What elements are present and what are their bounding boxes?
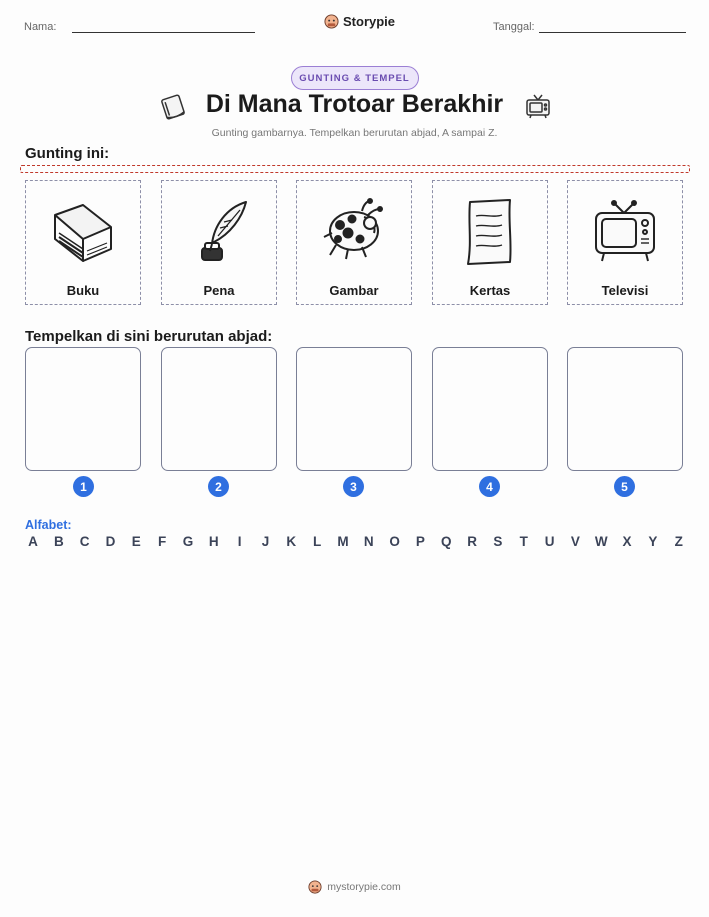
alphabet-row (26, 534, 686, 549)
alphabet-letter: H (208, 534, 219, 549)
alphabet-letter: K (286, 534, 297, 549)
alphabet-letter: F (158, 534, 167, 549)
paste-box-2[interactable] (161, 347, 277, 471)
alphabet-letter: D (105, 534, 116, 549)
brand-name: Storypie (343, 14, 396, 29)
slot-number: 5 (614, 476, 635, 497)
cut-card-word: Pena (203, 283, 235, 298)
storypie-mascot-icon (308, 880, 322, 894)
alphabet-letter: V (570, 534, 580, 549)
footer (0, 880, 709, 894)
alphabet-letter: N (363, 534, 374, 549)
cut-card-word: Televisi (601, 283, 649, 298)
alphabet-letter: R (467, 534, 477, 549)
paste-box-1[interactable] (25, 347, 141, 471)
alphabet-letter: E (131, 534, 141, 549)
quill-pen-icon (184, 187, 254, 277)
cut-card-televisi[interactable] (567, 180, 683, 305)
date-label: Tanggal: (493, 21, 535, 33)
activity-badge: GUNTING & TEMPEL (291, 66, 419, 90)
alphabet-letter: M (337, 534, 349, 549)
cut-section-label: Gunting ini: (25, 145, 110, 162)
television-icon (590, 187, 660, 277)
alphabet-label: Alfabet: (25, 518, 72, 532)
storypie-mascot-icon (324, 14, 339, 29)
alphabet-letter: J (261, 534, 270, 549)
name-label: Nama: (24, 21, 57, 33)
slot-number: 2 (208, 476, 229, 497)
slot-number: 3 (343, 476, 364, 497)
alphabet-letter: G (182, 534, 194, 549)
ladybug-icon (318, 187, 390, 277)
cut-card-kertas[interactable] (432, 180, 548, 305)
paste-box-5[interactable] (567, 347, 683, 471)
footer-url[interactable]: mystorypie.com (327, 881, 401, 893)
alphabet-letter: A (28, 534, 38, 549)
alphabet-letter: I (237, 534, 242, 549)
slot-number: 4 (479, 476, 500, 497)
cut-card-pena[interactable] (161, 180, 277, 305)
alphabet-letter: O (389, 534, 400, 549)
alphabet-letter: S (493, 534, 503, 549)
instructions: Gunting gambarnya. Tempelkan berurutan abjad, A sampai Z. (211, 127, 498, 139)
cut-card-word: Buku (66, 283, 100, 298)
alphabet-letter: C (79, 534, 90, 549)
brand-logo (324, 14, 395, 29)
paste-section-label: Tempelkan di sini berurutan abjad: (25, 328, 273, 345)
paper-icon (460, 187, 520, 277)
alphabet-letter: B (53, 534, 64, 549)
alphabet-letter: W (594, 534, 608, 549)
television-icon (524, 92, 552, 125)
page-title: Di Mana Trotoar Berakhir (205, 90, 504, 118)
paste-box-4[interactable] (432, 347, 548, 471)
alphabet-letter: Z (674, 534, 683, 549)
alphabet-letter: X (622, 534, 632, 549)
alphabet-letter: P (415, 534, 425, 549)
book-icon (47, 187, 119, 277)
cut-card-buku[interactable] (25, 180, 141, 305)
alphabet-letter: L (312, 534, 322, 549)
alphabet-letter: T (519, 534, 528, 549)
cut-line (20, 165, 690, 173)
paste-box-3[interactable] (296, 347, 412, 471)
name-field[interactable] (72, 32, 255, 33)
alphabet-letter: Y (648, 534, 658, 549)
slot-number: 1 (73, 476, 94, 497)
cut-card-word: Kertas (469, 283, 511, 298)
cut-card-word: Gambar (329, 283, 379, 298)
date-field[interactable] (539, 32, 686, 33)
cut-card-gambar[interactable] (296, 180, 412, 305)
alphabet-letter: Q (440, 534, 452, 549)
alphabet-letter: U (544, 534, 555, 549)
